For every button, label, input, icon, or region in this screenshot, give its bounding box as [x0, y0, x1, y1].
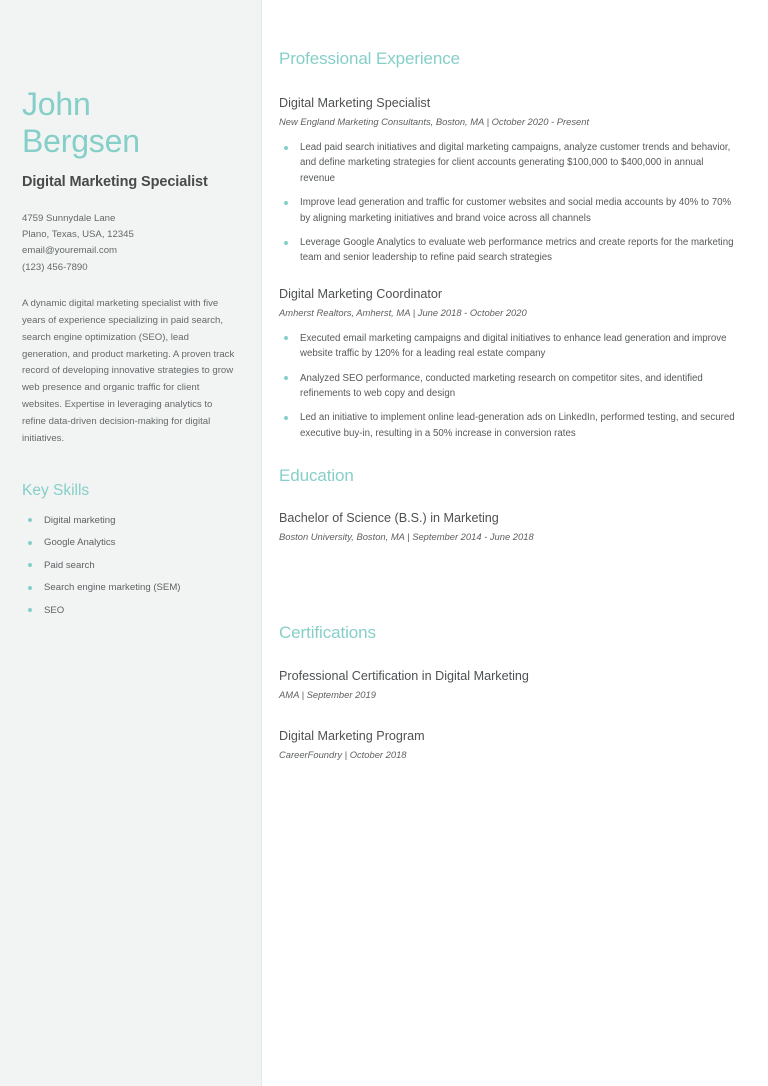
contact-city: Plano, Texas, USA, 12345	[22, 229, 134, 241]
list-item	[22, 581, 239, 594]
skill-label: SEO	[44, 604, 65, 616]
contact-phone[interactable]: (123) 456-7890	[22, 261, 88, 273]
certification-title: Digital Marketing Program	[279, 729, 425, 744]
education-title: Bachelor of Science (B.S.) in Marketing	[279, 511, 499, 526]
bullet-dot-icon	[284, 146, 288, 150]
experience-entry	[279, 95, 738, 266]
education-entry	[279, 510, 738, 544]
key-skills-heading: Key Skills	[22, 481, 90, 499]
section-heading-experience: Professional Experience	[279, 49, 461, 68]
list-item	[279, 331, 738, 362]
bullet-text: Analyzed SEO performance, conducted marketing research on competitor sites, and identified refinements to web copy and design	[300, 372, 703, 400]
bullet-dot-icon	[28, 541, 32, 545]
list-item	[279, 195, 738, 226]
experience-bullets	[279, 140, 738, 266]
certification-entry	[279, 728, 738, 762]
bullet-text: Lead paid search initiatives and digital marketing campaigns, analyze customer trends and behavior, and define marketing strategies for client accounts generating $100,000 to $400,000 in annual revenue	[300, 142, 731, 184]
last-name: Bergsen	[22, 123, 140, 159]
contact-address: 4759 Sunnydale Lane	[22, 213, 116, 224]
section-certifications	[279, 622, 738, 762]
section-heading-education: Education	[279, 466, 354, 486]
list-item	[279, 410, 738, 441]
experience-meta: New England Marketing Consultants, Boston, MA | October 2020 - Present	[279, 116, 590, 127]
main-column	[262, 0, 768, 1086]
bullet-dot-icon	[28, 563, 32, 567]
skill-label: Search engine marketing (SEM)	[44, 582, 181, 594]
bullet-dot-icon	[284, 336, 288, 340]
experience-title: Digital Marketing Coordinator	[279, 286, 443, 301]
bullet-text: Improve lead generation and traffic for customer websites and social media accounts by 40% to 70% by aligning marketing initiatives and brand voice across all channels	[300, 197, 732, 224]
experience-meta: Amherst Realtors, Amherst, MA | June 2018 - October 2020	[279, 306, 527, 318]
bullet-text: Led an initiative to implement online lead-generation ads on LinkedIn, performed testing, and secured executive buy-in, resulting in a 50% increase in conversion rates	[300, 412, 735, 439]
contact-email[interactable]: email@youremail.com	[22, 245, 118, 257]
bullet-dot-icon	[284, 201, 288, 205]
first-name: John	[22, 86, 91, 122]
experience-bullets	[279, 331, 738, 441]
bullet-dot-icon	[284, 241, 288, 245]
sidebar	[0, 0, 262, 1086]
certification-meta: CareerFoundry | October 2018	[279, 749, 407, 761]
name-block	[22, 0, 239, 160]
list-item	[22, 604, 239, 617]
contact-block	[22, 211, 239, 276]
bullet-dot-icon	[284, 376, 288, 380]
section-heading-certifications: Certifications	[279, 623, 376, 643]
sidebar-job-title: Digital Marketing Specialist	[22, 174, 208, 190]
skill-label: Paid search	[44, 559, 95, 571]
key-skills-list	[22, 514, 239, 617]
bullet-dot-icon	[28, 586, 32, 590]
bullet-dot-icon	[284, 416, 288, 420]
bullet-dot-icon	[28, 608, 32, 612]
list-item	[279, 235, 738, 266]
list-item	[279, 371, 738, 402]
section-education	[279, 465, 738, 544]
education-meta: Boston University, Boston, MA | September 2014 - June 2018	[279, 531, 534, 543]
bullet-text: Leverage Google Analytics to evaluate web performance metrics and create reports for the marketing team and senior leadership to refine paid search strategies	[300, 237, 734, 264]
bullet-dot-icon	[28, 518, 32, 522]
list-item	[22, 559, 239, 572]
profile-summary: A dynamic digital marketing specialist with five years of experience specializing in paid search, search engine optimization (SEO), lead generation, and product marketing. A proven track record of developing innovative strategies to grow web presence and organic traffic for client websites. Expertise in leveraging analytics to refine data-driven decision-making for digital initiatives.	[22, 297, 235, 445]
list-item	[279, 140, 738, 186]
certification-entry	[279, 668, 738, 702]
list-item	[22, 514, 239, 527]
section-professional-experience	[279, 48, 738, 441]
skill-label: Digital marketing	[44, 514, 116, 526]
experience-entry	[279, 286, 738, 441]
experience-title: Digital Marketing Specialist	[279, 96, 431, 110]
certification-title: Professional Certification in Digital Marketing	[279, 669, 529, 684]
skill-label: Google Analytics	[44, 537, 116, 549]
certification-meta: AMA | September 2019	[279, 689, 376, 701]
bullet-text: Executed email marketing campaigns and digital initiatives to enhance lead generation and improve website traffic by 120% for a leading real estate company	[300, 332, 727, 360]
list-item	[22, 536, 239, 549]
